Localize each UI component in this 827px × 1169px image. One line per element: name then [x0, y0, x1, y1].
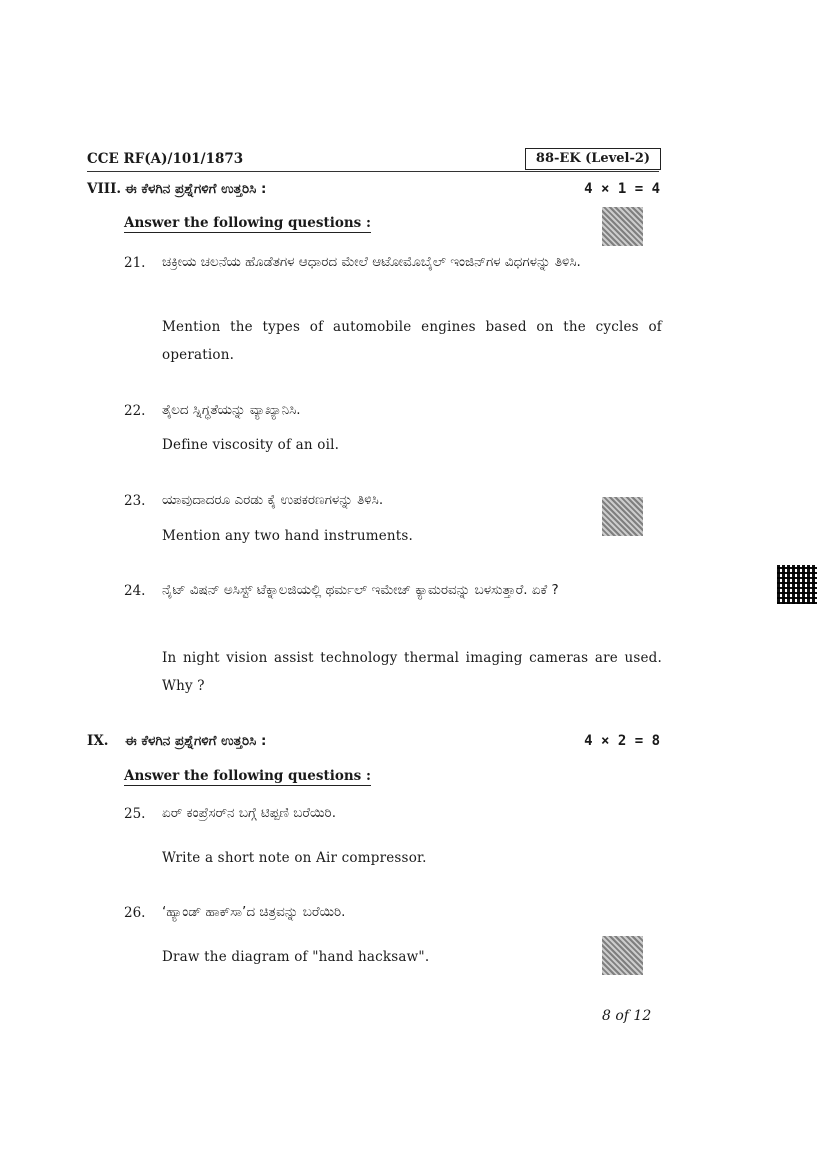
- section-number: VIII.: [87, 181, 122, 197]
- section-subtitle: Answer the following questions :: [124, 215, 371, 231]
- question-number: 24.: [124, 583, 146, 599]
- question-text-kannada: ಏರ್ ಕಂಪ್ರೆಸರ್‌ನ ಬಗ್ಗೆ ಟಿಪ್ಪಣಿ ಬರೆಯಿರಿ.: [162, 805, 336, 821]
- question-text-kannada: ತೈಲದ ಸ್ನಿಗ್ಧತೆಯನ್ನು ವ್ಯಾಖ್ಯಾನಿಸಿ.: [162, 402, 301, 418]
- page-number: 8 of 12: [602, 1008, 652, 1024]
- question-number: 23.: [124, 493, 146, 509]
- qr-code-icon: [602, 497, 643, 536]
- question-number: 21.: [124, 255, 146, 271]
- section-title: ಈ ಕೆಳಗಿನ ಪ್ರಶ್ನೆಗಳಿಗೆ ಉತ್ತರಿಸಿ :: [125, 181, 267, 197]
- paper-code: CCE RF(A)/101/1873: [87, 151, 244, 167]
- question-number: 26.: [124, 905, 146, 921]
- qr-code-icon: [777, 565, 817, 604]
- header-divider: [87, 171, 659, 172]
- question-text-kannada: ನೈಟ್ ವಿಷನ್ ಅಸಿಸ್ಟ್ ಟೆಕ್ನಾಲಜಿಯಲ್ಲಿ ಥರ್ಮಲ್ ಇಮೇಜ್ ಕ್ಯಾಮರವನ್ನು ಬಳಸುತ್ತಾರೆ. ಏಕೆ ?: [162, 582, 559, 598]
- question-text-kannada: ‘ಹ್ಯಾಂಡ್ ಹಾಕ್‌ಸಾ’ದ ಚಿತ್ರವನ್ನು ಬರೆಯಿರಿ.: [162, 904, 346, 920]
- section-marks: 4 × 2 = 8: [584, 733, 660, 749]
- question-text-english: Mention the types of automobile engines based on the cycles of operation.: [162, 319, 662, 363]
- question-text-english: Mention any two hand instruments.: [162, 528, 414, 544]
- qr-code-icon: [602, 207, 643, 246]
- question-text-english: In night vision assist technology thermal imaging cameras are used. Why ?: [162, 650, 662, 694]
- question-text-english: Write a short note on Air compressor.: [162, 850, 427, 866]
- qr-code-icon: [602, 936, 643, 975]
- question-number: 25.: [124, 806, 146, 822]
- section-marks: 4 × 1 = 4: [584, 181, 660, 197]
- question-text-english: Define viscosity of an oil.: [162, 437, 340, 453]
- section-number: IX.: [87, 733, 109, 749]
- question-number: 22.: [124, 403, 146, 419]
- question-text-kannada: ಯಾವುದಾದರೂ ಎರಡು ಕೈ ಉಪಕರಣಗಳನ್ನು ತಿಳಿಸಿ.: [162, 492, 384, 508]
- section-title: ಈ ಕೆಳಗಿನ ಪ್ರಶ್ನೆಗಳಿಗೆ ಉತ್ತರಿಸಿ :: [125, 733, 267, 749]
- section-subtitle: Answer the following questions :: [124, 768, 371, 784]
- question-text-english: Draw the diagram of "hand hacksaw".: [162, 949, 430, 965]
- subject-code-box: 88-EK (Level-2): [525, 148, 661, 170]
- question-text-kannada: ಚಕ್ರೀಯ ಚಲನೆಯ ಹೊಡೆತಗಳ ಆಧಾರದ ಮೇಲೆ ಆಟೋಮೊಬೈಲ್ ಇಂಜಿನ್‌ಗಳ ವಿಧಗಳನ್ನು ತಿಳಿಸಿ.: [162, 254, 581, 270]
